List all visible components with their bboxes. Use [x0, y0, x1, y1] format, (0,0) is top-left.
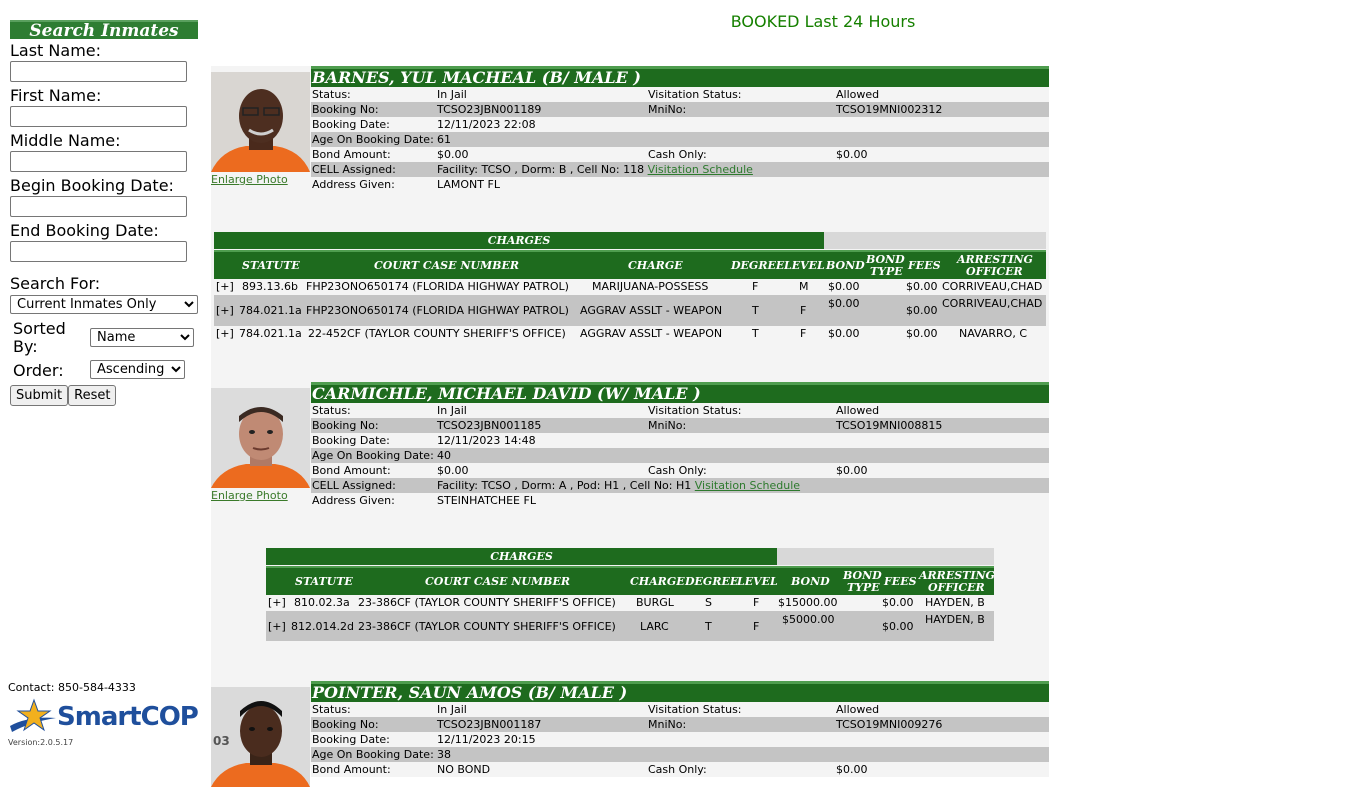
cash-only-label: Cash Only:	[648, 148, 707, 161]
svg-text:03: 03	[213, 734, 230, 748]
info-row	[311, 177, 1049, 192]
booking-date-value: 12/11/2023 22:08	[437, 118, 536, 131]
visitation-schedule-link[interactable]: Visitation Schedule	[647, 163, 753, 176]
cash-only-label: Cash Only:	[648, 464, 707, 477]
age-label: Age On Booking Date:	[312, 748, 434, 761]
col-bond-type-2: TYPE	[847, 581, 880, 594]
charge-row	[214, 326, 1046, 342]
charge-row	[266, 595, 994, 611]
col-fees: FEES	[908, 259, 941, 272]
col-officer-1: ARRESTING	[957, 253, 1033, 266]
bond: $0.00	[828, 297, 860, 310]
last-name-label: Last Name:	[10, 41, 102, 60]
status-label: Status:	[312, 703, 351, 716]
info-row	[311, 762, 1049, 777]
col-degree: DEGREE	[731, 259, 785, 272]
col-charge: CHARGE	[630, 575, 685, 588]
charges-header	[266, 566, 994, 595]
bond-amount-label: Bond Amount:	[312, 464, 391, 477]
info-row	[311, 132, 1049, 147]
bond-amount-label: Bond Amount:	[312, 763, 391, 776]
booking-no-label: Booking No:	[312, 103, 379, 116]
bond-amount-value: NO BOND	[437, 763, 491, 776]
officer: CORRIVEAU,CHAD	[942, 280, 1043, 293]
charge: AGGRAV ASSLT - WEAPON	[580, 304, 723, 317]
logo-text: SmartCOP	[57, 702, 198, 732]
fees: $0.00	[882, 596, 914, 609]
age-value: 38	[437, 748, 451, 761]
col-bond-type-1: BOND	[866, 253, 905, 266]
address-value: LAMONT FL	[437, 178, 500, 191]
col-court-case: COURT CASE NUMBER	[374, 259, 519, 272]
inmate-photo[interactable]	[211, 72, 310, 172]
cell-value-wrap	[437, 162, 753, 177]
search-for-label: Search For:	[10, 274, 101, 293]
booking-no-value: TCSO23JBN001189	[437, 103, 542, 116]
cell-label: CELL Assigned:	[312, 163, 396, 176]
col-officer-2: OFFICER	[928, 581, 985, 594]
bond: $5000.00	[782, 613, 835, 626]
mugshot-icon	[211, 687, 310, 787]
inmate-info	[311, 681, 1049, 777]
bond-amount-label: Bond Amount:	[312, 148, 391, 161]
degree: S	[705, 596, 712, 609]
col-officer-2: OFFICER	[966, 265, 1023, 278]
charges-table	[214, 232, 1046, 342]
enlarge-photo-link[interactable]: Enlarge Photo	[211, 489, 288, 502]
info-row	[311, 403, 1049, 418]
inmate-photo[interactable]	[211, 687, 310, 787]
charge: LARC	[640, 620, 669, 633]
info-row	[311, 433, 1049, 448]
statute: 812.014.2d	[291, 620, 354, 633]
info-row	[311, 448, 1049, 463]
charge: MARIJUANA-POSSESS	[592, 280, 709, 293]
col-statute: STATUTE	[242, 259, 300, 272]
col-bond-type-2: TYPE	[870, 265, 903, 278]
expand-toggle[interactable]: [+]	[268, 596, 286, 609]
submit-button[interactable]: Submit	[10, 385, 68, 406]
last-name-input[interactable]	[10, 61, 187, 82]
cash-only-value: $0.00	[836, 464, 868, 477]
sorted-by-label: Sorted By:	[13, 319, 66, 356]
order-label: Order:	[13, 361, 64, 380]
footer	[8, 681, 198, 747]
mugshot-icon	[211, 388, 310, 488]
charges-title: CHARGES	[214, 232, 824, 249]
visitation-schedule-link[interactable]: Visitation Schedule	[694, 479, 801, 492]
address-label: Address Given:	[312, 494, 395, 507]
officer: HAYDEN, B	[925, 613, 985, 626]
mni-no-value: TCSO19MNI008815	[836, 419, 943, 432]
smartcop-logo	[8, 698, 198, 738]
col-bond: BOND	[826, 259, 865, 272]
degree: T	[752, 304, 759, 317]
cash-only-value: $0.00	[836, 148, 868, 161]
mugshot-icon	[211, 72, 310, 172]
info-row	[311, 147, 1049, 162]
bond: $0.00	[828, 327, 860, 340]
expand-toggle[interactable]: [+]	[216, 327, 234, 340]
first-name-label: First Name:	[10, 86, 102, 105]
enlarge-photo-link[interactable]: Enlarge Photo	[211, 173, 288, 186]
booking-date-label: Booking Date:	[312, 118, 390, 131]
court-case: FHP23ONO650174 (FLORIDA HIGHWAY PATROL)	[306, 280, 569, 293]
age-label: Age On Booking Date:	[312, 449, 434, 462]
search-for-select[interactable]	[10, 295, 198, 314]
middle-name-label: Middle Name:	[10, 131, 121, 150]
charge-row	[214, 295, 1046, 326]
fees: $0.00	[906, 327, 938, 340]
inmate-info	[311, 66, 1049, 192]
mni-no-label: MniNo:	[648, 103, 687, 116]
expand-toggle[interactable]: [+]	[216, 280, 234, 293]
status-value: In Jail	[437, 703, 467, 716]
charge-row	[266, 611, 994, 641]
info-row	[311, 418, 1049, 433]
level: F	[753, 620, 760, 633]
cash-only-label: Cash Only:	[648, 763, 707, 776]
status-value: In Jail	[437, 88, 467, 101]
bond: $0.00	[828, 280, 860, 293]
begin-date-input[interactable]	[10, 196, 187, 217]
visitation-status-label: Visitation Status:	[648, 404, 742, 417]
col-bond-type-1: BOND	[843, 569, 882, 582]
info-row	[311, 162, 1049, 177]
degree: F	[752, 280, 759, 293]
cash-only-value: $0.00	[836, 763, 868, 776]
court-case: 22-452CF (TAYLOR COUNTY SHERIFF'S OFFICE)	[308, 327, 566, 340]
order-select[interactable]	[90, 360, 185, 379]
begin-date-label: Begin Booking Date:	[10, 176, 174, 195]
col-charge: CHARGE	[628, 259, 683, 272]
level: F	[800, 327, 807, 340]
end-date-label: End Booking Date:	[10, 221, 159, 240]
charge: BURGL	[636, 596, 674, 609]
version-text: Version:2.0.5.17	[8, 738, 74, 747]
col-level: LEVEL	[784, 259, 825, 272]
info-row	[311, 717, 1049, 732]
status-value: In Jail	[437, 404, 467, 417]
inmate-name: CARMICHLE, MICHAEL DAVID (W/ MALE )	[311, 382, 1049, 403]
degree: T	[752, 327, 759, 340]
age-value: 61	[437, 133, 451, 146]
address-label: Address Given:	[312, 178, 395, 191]
visitation-status-label: Visitation Status:	[648, 88, 742, 101]
charge: AGGRAV ASSLT - WEAPON	[580, 327, 723, 340]
visitation-status-value: Allowed	[836, 404, 880, 417]
end-date-input[interactable]	[10, 241, 187, 262]
inmate-name: BARNES, YUL MACHEAL (B/ MALE )	[311, 66, 1049, 87]
fees: $0.00	[882, 620, 914, 633]
middle-name-input[interactable]	[10, 151, 187, 172]
col-bond: BOND	[791, 575, 830, 588]
booking-date-label: Booking Date:	[312, 434, 390, 447]
visitation-status-value: Allowed	[836, 703, 880, 716]
inmate-info	[311, 382, 1049, 508]
mni-no-value: TCSO19MNI009276	[836, 718, 943, 731]
status-label: Status:	[312, 88, 351, 101]
search-panel-title: Search Inmates	[10, 20, 198, 39]
visitation-status-value: Allowed	[836, 88, 880, 101]
bond-amount-value: $0.00	[437, 464, 469, 477]
col-statute: STATUTE	[295, 575, 353, 588]
inmate-name: POINTER, SAUN AMOS (B/ MALE )	[311, 681, 1049, 702]
fees: $0.00	[906, 280, 938, 293]
visitation-status-label: Visitation Status:	[648, 703, 742, 716]
officer: HAYDEN, B	[925, 596, 985, 609]
level: F	[800, 304, 807, 317]
inmate-record	[211, 681, 1049, 776]
booking-date-value: 12/11/2023 14:48	[437, 434, 536, 447]
info-row	[311, 478, 1049, 493]
fees: $0.00	[906, 304, 938, 317]
age-label: Age On Booking Date:	[312, 133, 434, 146]
info-row	[311, 117, 1049, 132]
mni-no-label: MniNo:	[648, 419, 687, 432]
address-value: STEINHATCHEE FL	[437, 494, 536, 507]
charges-table	[266, 548, 994, 641]
page-title: BOOKED Last 24 Hours	[730, 12, 916, 31]
booking-date-value: 12/11/2023 20:15	[437, 733, 536, 746]
statute: 784.021.1a	[239, 327, 302, 340]
cell-value-wrap	[437, 478, 800, 493]
inmate-photo[interactable]	[211, 388, 310, 488]
expand-toggle[interactable]: [+]	[268, 620, 286, 633]
level: M	[799, 280, 809, 293]
info-row	[311, 87, 1049, 102]
court-case: FHP23ONO650174 (FLORIDA HIGHWAY PATROL)	[306, 304, 569, 317]
booking-no-label: Booking No:	[312, 718, 379, 731]
info-row	[311, 732, 1049, 747]
contact-text: Contact: 850-584-4333	[8, 681, 136, 694]
bond: $15000.00	[778, 596, 838, 609]
info-row	[311, 493, 1049, 508]
col-fees: FEES	[884, 575, 917, 588]
col-degree: DEGREE	[685, 575, 739, 588]
expand-toggle[interactable]: [+]	[216, 304, 234, 317]
col-level: LEVEL	[737, 575, 778, 588]
col-court-case: COURT CASE NUMBER	[425, 575, 570, 588]
info-row	[311, 463, 1049, 478]
mni-no-value: TCSO19MNI002312	[836, 103, 943, 116]
booking-no-value: TCSO23JBN001185	[437, 419, 542, 432]
mni-no-label: MniNo:	[648, 718, 687, 731]
charges-header	[214, 250, 1046, 279]
cell-value: Facility: TCSO , Dorm: A , Pod: H1 , Cell No: H1	[437, 479, 692, 492]
info-row	[311, 747, 1049, 762]
reset-button[interactable]: Reset	[68, 385, 116, 406]
booking-date-label: Booking Date:	[312, 733, 390, 746]
cell-value: Facility: TCSO , Dorm: B , Cell No: 118	[437, 163, 645, 176]
info-row	[311, 702, 1049, 717]
level: F	[753, 596, 760, 609]
officer: CORRIVEAU,CHAD	[942, 297, 1043, 310]
cell-label: CELL Assigned:	[312, 479, 396, 492]
court-case: 23-386CF (TAYLOR COUNTY SHERIFF'S OFFICE)	[358, 620, 616, 633]
booking-no-value: TCSO23JBN001187	[437, 718, 542, 731]
search-panel	[10, 20, 198, 406]
bond-amount-value: $0.00	[437, 148, 469, 161]
court-case: 23-386CF (TAYLOR COUNTY SHERIFF'S OFFICE)	[358, 596, 616, 609]
officer: NAVARRO, C	[959, 327, 1028, 340]
sorted-by-select[interactable]	[90, 328, 194, 347]
info-row	[311, 102, 1049, 117]
col-officer-1: ARRESTING	[919, 569, 995, 582]
booking-no-label: Booking No:	[312, 419, 379, 432]
statute: 810.02.3a	[294, 596, 350, 609]
degree: T	[705, 620, 712, 633]
status-label: Status:	[312, 404, 351, 417]
charge-row	[214, 279, 1046, 295]
star-swoosh-icon	[8, 698, 58, 738]
charges-title: CHARGES	[266, 548, 777, 565]
statute: 784.021.1a	[239, 304, 302, 317]
statute: 893.13.6b	[242, 280, 298, 293]
age-value: 40	[437, 449, 451, 462]
first-name-input[interactable]	[10, 106, 187, 127]
